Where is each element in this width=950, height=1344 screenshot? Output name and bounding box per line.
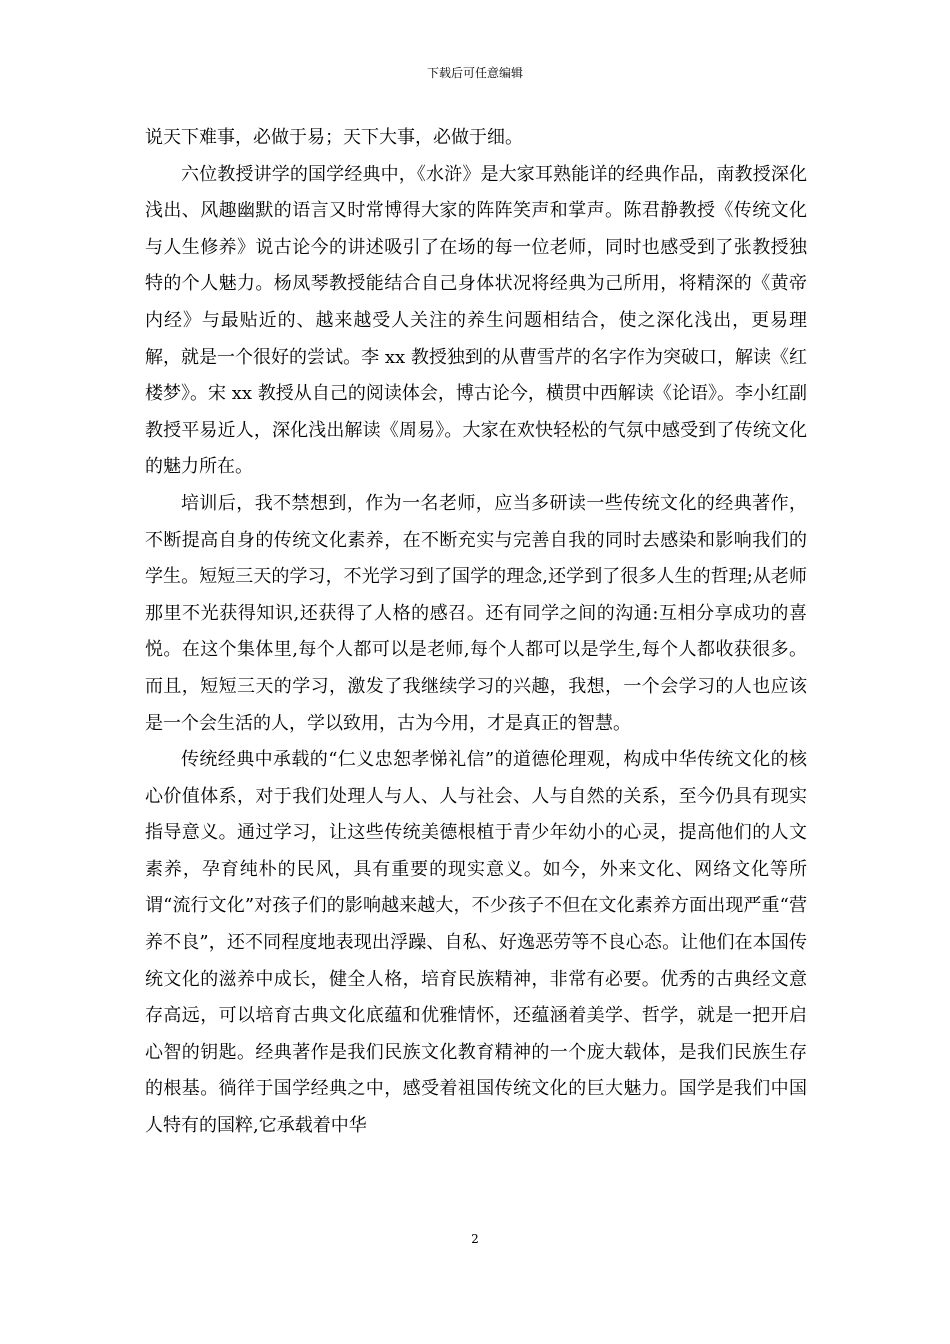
- paragraph-reflection: 培训后，我不禁想到，作为一名老师，应当多研读一些传统文化的经典著作，不断提高自身的传统文化素养，在不断充实与完善自我的同时去感染和影响我们的学生。短短三天的学习，不光学习到了国学的理念,还学到了很多人生的哲理;从老师那里不光获得知识,还获得了人格的感召。还有同学之间的沟通:互相分享成功的喜悦。在这个集体里,每个人都可以是老师,每个人都可以是学生,每个人都收获很多。而且，短短三天的学习，激发了我继续学习的兴趣，我想，一个会学习的人也应该是一个会生活的人，学以致用，古为今用，才是真正的智慧。: [145, 492, 807, 734]
- document-body: [145, 120, 807, 1145]
- page-header: 下载后可任意编辑: [426, 66, 523, 80]
- paragraph-professors: 六位教授讲学的国学经典中，《水浒》是大家耳熟能详的经典作品，南教授深化浅出、风趣幽默的语言又时常博得大家的阵阵笑声和掌声。陈君静教授《传统文化与人生修养》说古论今的讲述吸引了在场的每一位老师，同时也感受到了张教授独特的个人魅力。杨凤琴教授能结合自己身体状况将经典为己所用，将精深的《黄帝内经》与最贴近的、越来越受人关注的养生问题相结合，使之深化浅出，更易理解，就是一个很好的尝试。李 xx 教授独到的从曹雪芹的名字作为突破口，解读《红楼梦》。宋 xx 教授从自己的阅读体会，博古论今，横贯中西解读《论语》。李小红副教授平易近人，深化浅出解读《周易》。大家在欢快轻松的气氛中感受到了传统文化的魅力所在。: [145, 163, 807, 478]
- paragraph-continuation: 说天下难事，必做于易；天下大事，必做于细。: [145, 127, 523, 148]
- paragraph-tradition: 传统经典中承载的“仁义忠恕孝悌礼信”的道德伦理观，构成中华传统文化的核心价值体系，对于我们处理人与人、人与社会、人与自然的关系，至今仍具有现实指导意义。通过学习，让这些传统美德根植于青少年幼小的心灵，提高他们的人文素养，孕育纯朴的民风，具有重要的现实意义。如今，外来文化、网络文化等所谓“流行文化”对孩子们的影响越来越大，不少孩子不但在文化素养方面出现严重“营养不良”，还不同程度地表现出浮躁、自私、好逸恶劳等不良心态。让他们在本国传统文化的滋养中成长，健全人格，培育民族精神，非常有必要。优秀的古典经文意存高远，可以培育古典文化底蕴和优雅情怀，还蕴涵着美学、哲学，就是一把开启心智的钥匙。经典著作是我们民族文化教育精神的一个庞大载体，是我们民族生存的根基。徜徉于国学经典之中，感受着祖国传统文化的巨大魅力。国学是我们中国人特有的国粹,它承载着中华: [145, 749, 807, 1137]
- page-number: 2: [471, 1232, 479, 1246]
